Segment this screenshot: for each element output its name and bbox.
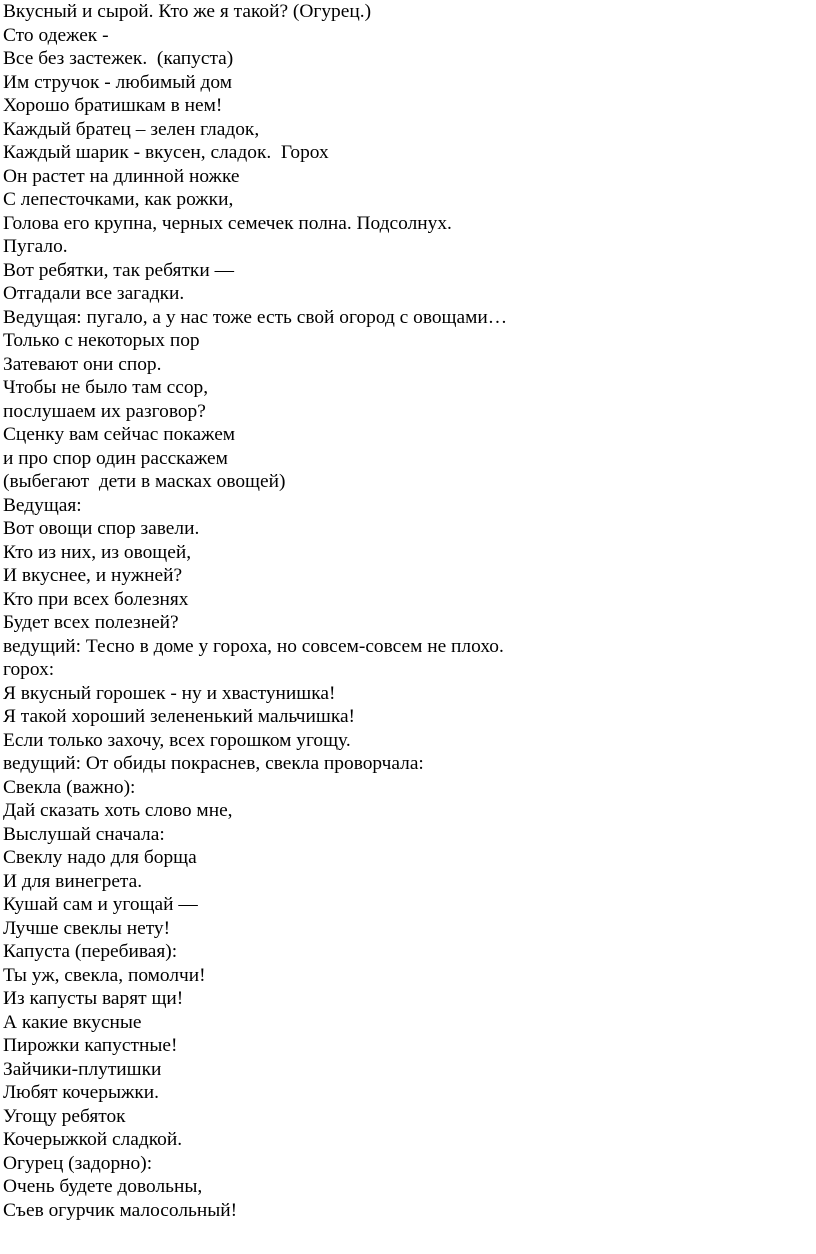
- text-line: Лучше свеклы нету!: [3, 917, 171, 939]
- text-line: Все без застежек. (капуста): [3, 48, 234, 69]
- text-line: Пугало.: [3, 236, 68, 257]
- text-line: Свеклу надо для борща: [3, 847, 197, 868]
- text-line: Отгадали все загадки.: [3, 283, 185, 304]
- text-line: Пирожки капустные!: [3, 1035, 178, 1056]
- text-line: Каждый шарик - вкусен, сладок. Горох: [3, 142, 329, 163]
- text-line: А какие вкусные: [3, 1011, 142, 1033]
- text-line: Огурец (задорно):: [3, 1152, 153, 1174]
- text-line: Дай сказать хоть слово мне,: [3, 800, 233, 821]
- text-line: ведущий: От обиды покраснев, свекла проворчала:: [3, 753, 424, 774]
- text-line: Сценку вам сейчас покажем: [3, 424, 236, 445]
- text-line: Только с некоторых пор: [3, 330, 200, 351]
- text-line: ведущий: Тесно в доме у гороха, но совсем-совсем не плохо.: [3, 635, 504, 657]
- text-line: Им стручок - любимый дом: [3, 71, 232, 93]
- text-line: Угощу ребяток: [3, 1105, 126, 1127]
- text-line: (выбегают дети в масках овощей): [3, 471, 286, 492]
- text-line: Голова его крупна, черных семечек полна. Подсолнух.: [3, 212, 452, 234]
- text-line: Чтобы не было там ссор,: [3, 377, 209, 398]
- text-line: Вот овощи спор завели.: [3, 518, 200, 539]
- text-line: Съев огурчик малосольный!: [3, 1199, 238, 1221]
- text-line: послушаем их разговор?: [3, 400, 206, 422]
- text-line: И вкуснее, и нужней?: [3, 565, 183, 586]
- text-line: Ты уж, свекла, помолчи!: [3, 964, 206, 986]
- text-line: Будет всех полезней?: [3, 612, 179, 633]
- text-line: И для винегрета.: [3, 870, 143, 892]
- text-line: Он растет на длинной ножке: [3, 165, 240, 187]
- text-line: Капуста (перебивая):: [3, 941, 178, 962]
- text-line: Свекла (важно):: [3, 776, 136, 798]
- text-line: Очень будете довольны,: [3, 1176, 203, 1197]
- text-line: Кто при всех болезнях: [3, 588, 189, 610]
- text-line: Вкусный и сырой. Кто же я такой? (Огурец.): [3, 1, 372, 22]
- text-line: Любят кочерыжки.: [3, 1082, 160, 1103]
- text-line: Ведущая:: [3, 494, 82, 516]
- text-line: Вот ребятки, так ребятки —: [3, 259, 234, 281]
- text-line: Зайчики-плутишки: [3, 1058, 162, 1080]
- text-line: Ведущая: пугало, а у нас тоже есть свой огород с овощами…: [3, 306, 508, 328]
- text-line: Кто из них, из овощей,: [3, 541, 192, 563]
- text-line: Кочерыжкой сладкой.: [3, 1129, 183, 1150]
- text-line: Кушай сам и угощай —: [3, 894, 198, 915]
- text-line: Я такой хороший зелененький мальчишка!: [3, 706, 356, 727]
- text-line: Если только захочу, всех горошком угощу.: [3, 729, 351, 751]
- text-line: Из капусты варят щи!: [3, 988, 184, 1009]
- text-line: и про спор один расскажем: [3, 447, 228, 469]
- text-line: Каждый братец – зелен гладок,: [3, 118, 260, 140]
- text-line: Затевают они спор.: [3, 353, 162, 375]
- text-line: горох:: [3, 659, 55, 680]
- text-line: С лепесточками, как рожки,: [3, 189, 234, 210]
- text-line: Сто одежек -: [3, 24, 109, 46]
- text-line: Хорошо братишкам в нем!: [3, 95, 223, 116]
- text-line: Выслушай сначала:: [3, 823, 165, 845]
- text-line: Я вкусный горошек - ну и хвастунишка!: [3, 682, 336, 704]
